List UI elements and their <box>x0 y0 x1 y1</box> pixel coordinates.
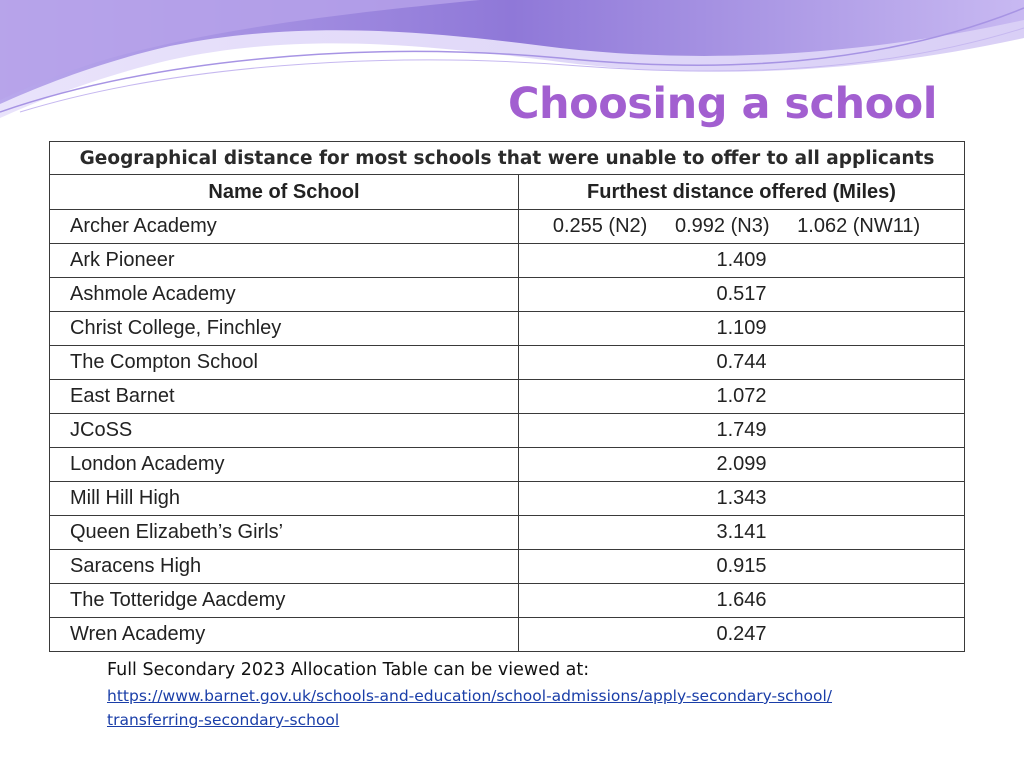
table-row <box>50 516 965 550</box>
table-row <box>50 584 965 618</box>
school-name: Wren Academy <box>50 618 519 652</box>
footer-text: Full Secondary 2023 Allocation Table can be viewed at: <box>107 660 590 680</box>
table-row <box>50 482 965 516</box>
column-header-school: Name of School <box>50 175 519 210</box>
table-row <box>50 210 965 244</box>
distance-table <box>49 141 965 652</box>
table-caption: Geographical distance for most schools that were unable to offer to all applicants <box>50 142 965 175</box>
table-row <box>50 278 965 312</box>
table-row <box>50 414 965 448</box>
school-name: Saracens High <box>50 550 519 584</box>
distance-value-multi <box>519 210 965 244</box>
distance-value: 1.062 (NW11) <box>797 215 921 237</box>
school-name: Mill Hill High <box>50 482 519 516</box>
distance-value: 0.247 <box>519 618 965 652</box>
school-name: London Academy <box>50 448 519 482</box>
distance-value: 0.744 <box>519 346 965 380</box>
distance-value: 2.099 <box>519 448 965 482</box>
distance-value: 1.646 <box>519 584 965 618</box>
school-name: Ashmole Academy <box>50 278 519 312</box>
distance-value: 3.141 <box>519 516 965 550</box>
table-row <box>50 312 965 346</box>
distance-value: 1.749 <box>519 414 965 448</box>
school-name: The Compton School <box>50 346 519 380</box>
distance-value: 0.255 (N2) <box>552 215 648 237</box>
school-name: Ark Pioneer <box>50 244 519 278</box>
distance-value: 0.915 <box>519 550 965 584</box>
distance-value: 1.343 <box>519 482 965 516</box>
table-row <box>50 346 965 380</box>
table-row <box>50 380 965 414</box>
table-row <box>50 550 965 584</box>
distance-value: 1.409 <box>519 244 965 278</box>
footer-note <box>107 660 867 732</box>
school-name: Archer Academy <box>50 210 519 244</box>
distance-value: 1.109 <box>519 312 965 346</box>
table-header-row <box>50 175 965 210</box>
table-row <box>50 448 965 482</box>
school-name: Christ College, Finchley <box>50 312 519 346</box>
page-title: Choosing a school <box>508 79 937 129</box>
allocation-table-link[interactable]: https://www.barnet.gov.uk/schools-and-education/school-admissions/apply-secondary-school/transferring-secondary-school <box>107 687 833 729</box>
distance-value: 0.517 <box>519 278 965 312</box>
distance-value: 0.992 (N3) <box>674 215 770 237</box>
table-row <box>50 618 965 652</box>
school-name: East Barnet <box>50 380 519 414</box>
column-header-distance: Furthest distance offered (Miles) <box>519 175 965 210</box>
school-name: The Totteridge Aacdemy <box>50 584 519 618</box>
table-caption-row <box>50 142 965 175</box>
distance-value: 1.072 <box>519 380 965 414</box>
school-name: JCoSS <box>50 414 519 448</box>
school-name: Queen Elizabeth’s Girls’ <box>50 516 519 550</box>
table-row <box>50 244 965 278</box>
